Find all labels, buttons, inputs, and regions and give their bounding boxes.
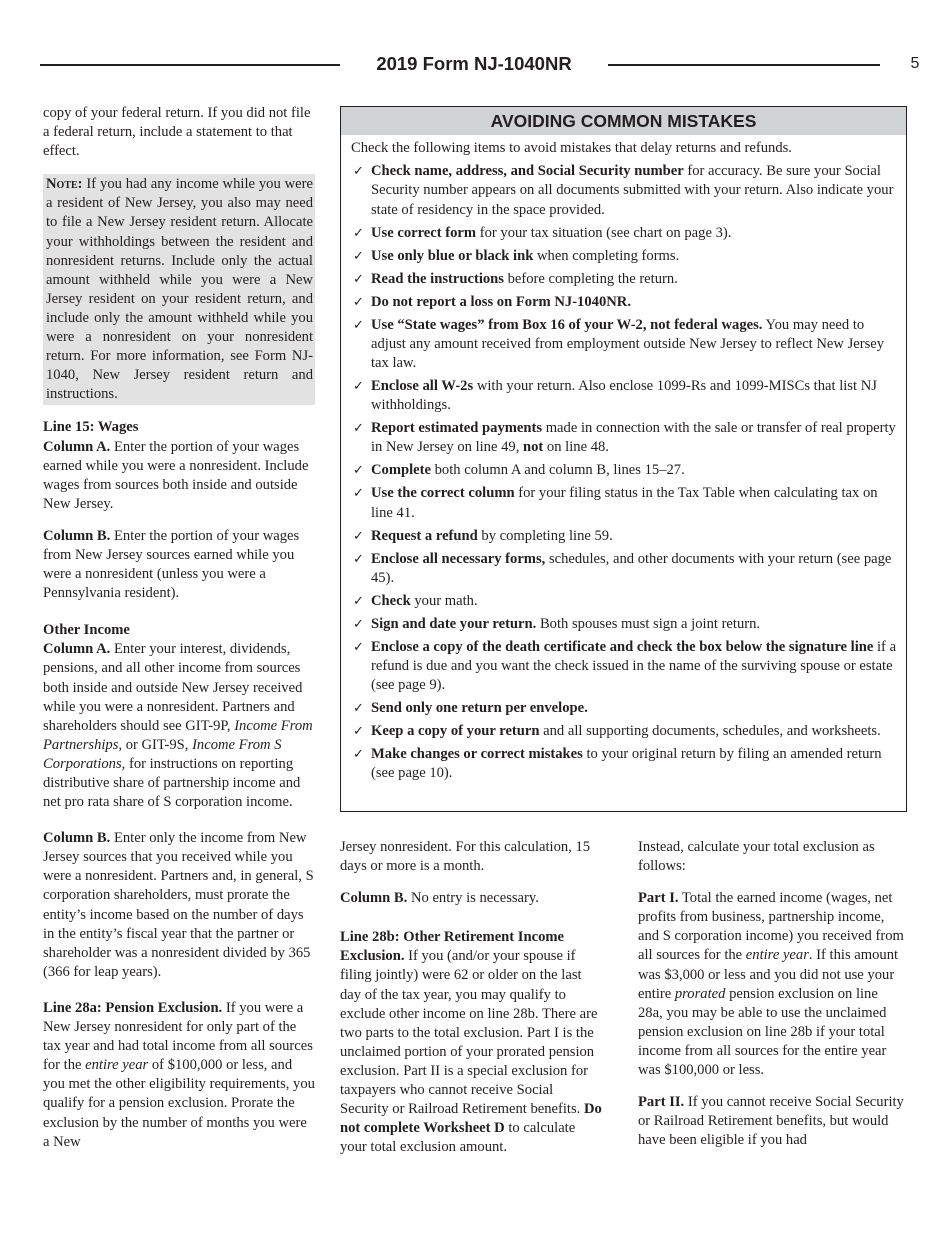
- common-mistakes-box: [340, 106, 907, 812]
- middle-column: [340, 838, 602, 1170]
- checkmark-icon: ✓: [353, 421, 364, 437]
- checklist-item: ✓ Read the instructions before completing the return.: [371, 270, 898, 289]
- checkmark-icon: ✓: [353, 294, 364, 310]
- checklist-item: ✓ Report estimated payments made in connection with the sale or transfer of real property in New Jersey on line 49, not on line 48.: [353, 420, 896, 456]
- checkmark-icon: ✓: [353, 593, 364, 609]
- line15-column-b-paragraph: Column B. Enter the portion of your wages from New Jersey sources earned while you were a nonresident (unless you were a Pennsylvania resident).: [43, 527, 300, 602]
- right-continuation-paragraph: Instead, calculate your total exclusion as follows:: [638, 839, 875, 875]
- other-income-heading: Other Income: [43, 622, 130, 639]
- checkmark-icon: ✓: [353, 616, 364, 632]
- checkmark-icon: ✓: [353, 724, 364, 740]
- header-rule-left: [40, 64, 340, 66]
- checklist-item: ✓ Check your math.: [371, 592, 898, 611]
- checklist-item: ✓ Enclose all W-2s with your return. Also enclose 1099-Rs and 1099-MISCs that list NJ withholdings.: [353, 378, 877, 414]
- checkmark-icon: ✓: [353, 747, 364, 763]
- checkmark-icon: ✓: [353, 701, 364, 717]
- middle-continuation-paragraph: Jersey nonresident. For this calculation, 15 days or more is a month.: [340, 839, 591, 875]
- common-mistakes-title: AVOIDING COMMON MISTAKES: [341, 107, 906, 135]
- checkmark-icon: ✓: [353, 379, 364, 395]
- checklist-item: ✓ Use the correct column for your filing status in the Tax Table when calculating tax on line 41.: [353, 485, 878, 521]
- checklist-item: ✓ Keep a copy of your return and all supporting documents, schedules, and worksheets.: [371, 722, 898, 741]
- checklist-item: ✓ Use “State wages” from Box 16 of your W-2, not federal wages. You may need to adjust any amount received from employment outside New Jersey to reflect New Jersey tax law.: [353, 316, 885, 372]
- checkmark-icon: ✓: [353, 528, 364, 544]
- checkmark-icon: ✓: [353, 225, 364, 241]
- right-column: [638, 838, 904, 1163]
- other-income-column-b-paragraph: Column B. Enter only the income from New Jersey sources that you received while you were a nonresident. Partners and, in general, S corporation shareholders, must prorate the entity’s income based on the number of days in the entity’s fiscal year that the partner or shareholder was a nonresident divided by 365 (366 for leap years).: [43, 830, 314, 980]
- line15-heading: Line 15: Wages: [43, 419, 139, 436]
- note-label: Note:: [46, 176, 83, 193]
- line15-column-a-paragraph: Column A. Enter the portion of your wages earned while you were a nonresident. Include wages from sources both inside and outside New Jersey.: [43, 438, 309, 512]
- checkmark-icon: ✓: [353, 164, 364, 180]
- checkmark-icon: ✓: [353, 551, 364, 567]
- page-title: 2019 Form NJ-1040NR: [376, 53, 572, 74]
- checklist-item: ✓ Enclose all necessary forms, schedules, and other documents with your return (see page 45).: [353, 550, 892, 586]
- checkmark-icon: ✓: [353, 317, 364, 333]
- note-text: If you had any income while you were a resident of New Jersey, you also may need to file a New Jersey resident return. Allocate your withholdings between the resident and nonresident returns. Include only the actual amount withheld while you were a New Jersey resident on your resident return, and include only the amount withheld while you were a nonresident on your nonresident return. For more information, see Form NJ-1040, New Jersey resident return and instructions.: [46, 176, 313, 403]
- checkmark-icon: ✓: [353, 486, 364, 502]
- line28a-paragraph: Line 28a: Pension Exclusion. If you were a New Jersey nonresident for only part of the tax year and had total income from all sources for the entire year of $100,000 or less, and you met the other eligibility requirements, you qualify for a pension exclusion. Prorate the exclusion by the number of months you were a New: [43, 999, 315, 1150]
- checklist-item: ✓ Enclose a copy of the death certificate and check the box below the signature line if a refund is due and you want the check issued in the name of the surviving spouse or estate (see page 9).: [353, 638, 897, 694]
- checklist-item: ✓ Use correct form for your tax situation (see chart on page 3).: [371, 224, 898, 243]
- checklist-item: ✓ Make changes or correct mistakes to your original return by filing an amended return (see page 10).: [353, 746, 882, 782]
- line28a-column-b-paragraph: Column B. No entry is necessary.: [340, 890, 539, 907]
- checkmark-icon: ✓: [353, 271, 364, 287]
- left-column: [43, 104, 315, 1165]
- checklist-item: ✓ Send only one return per envelope.: [371, 699, 898, 718]
- checkmark-icon: ✓: [353, 639, 364, 655]
- checklist-item: ✓ Check name, address, and Social Security number for accuracy. Be sure your Social Security number appears on all documents submitted with your return. Also indicate your state of residency in the space provided.: [353, 163, 894, 218]
- note-box: [43, 174, 315, 405]
- checkmark-icon: ✓: [353, 248, 364, 264]
- common-mistakes-intro: Check the following items to avoid mistakes that delay returns and refunds.: [351, 140, 792, 156]
- checklist-item: ✓ Sign and date your return. Both spouses must sign a joint return.: [371, 615, 898, 634]
- part2-paragraph: Part II. If you cannot receive Social Security or Railroad Retirement benefits, but would have been eligible if you had: [638, 1094, 904, 1149]
- page-number: 5: [910, 55, 920, 72]
- part1-paragraph: Part I. Total the earned income (wages, net profits from business, partnership income, and S corporation income) you received from all sources for the entire year. If this amount was $3,000 or less and you did not use your entire prorated pension exclusion on line 28a, you may be able to use the unclaimed pension exclusion on line 28b if your total income from all sources for the entire year was $100,000 or less.: [638, 890, 904, 1079]
- line28b-paragraph: Line 28b: Other Retirement Income Exclusion. If you (and/or your spouse if filing jointly) were 62 or older on the last day of the tax year, you may qualify to exclude other income on line 28b. There are two parts to the total exclusion. Part I is the unclaimed portion of your prorated pension exclusion. Part II is a special exclusion for taxpayers who cannot receive Social Security or Railroad Retirement benefits. Do not complete Worksheet D to calculate your total exclusion amount.: [340, 929, 602, 1156]
- other-income-column-a-paragraph: Column A. Enter your interest, dividends, pensions, and all other income from sources both inside and outside New Jersey received while you were a nonresident. Partners and shareholders should see GIT-9P, Income From Partnerships, or GIT-9S, Income From S Corporations, for instructions on reporting distributive share of partnership income and net pro rata share of S corporation income.: [43, 641, 313, 811]
- common-mistakes-checklist: [341, 162, 906, 783]
- checklist-item: ✓ Complete both column A and column B, lines 15–27.: [371, 461, 898, 480]
- checklist-item: ✓ Request a refund by completing line 59.: [371, 527, 898, 546]
- header-rule-right: [608, 64, 880, 66]
- left-intro-paragraph: copy of your federal return. If you did not file a federal return, include a statement to that effect.: [43, 105, 311, 160]
- page-header: [0, 50, 950, 80]
- checklist-item: ✓ Do not report a loss on Form NJ-1040NR.: [371, 293, 898, 312]
- checkmark-icon: ✓: [353, 463, 364, 479]
- checklist-item: ✓ Use only blue or black ink when completing forms.: [371, 247, 898, 266]
